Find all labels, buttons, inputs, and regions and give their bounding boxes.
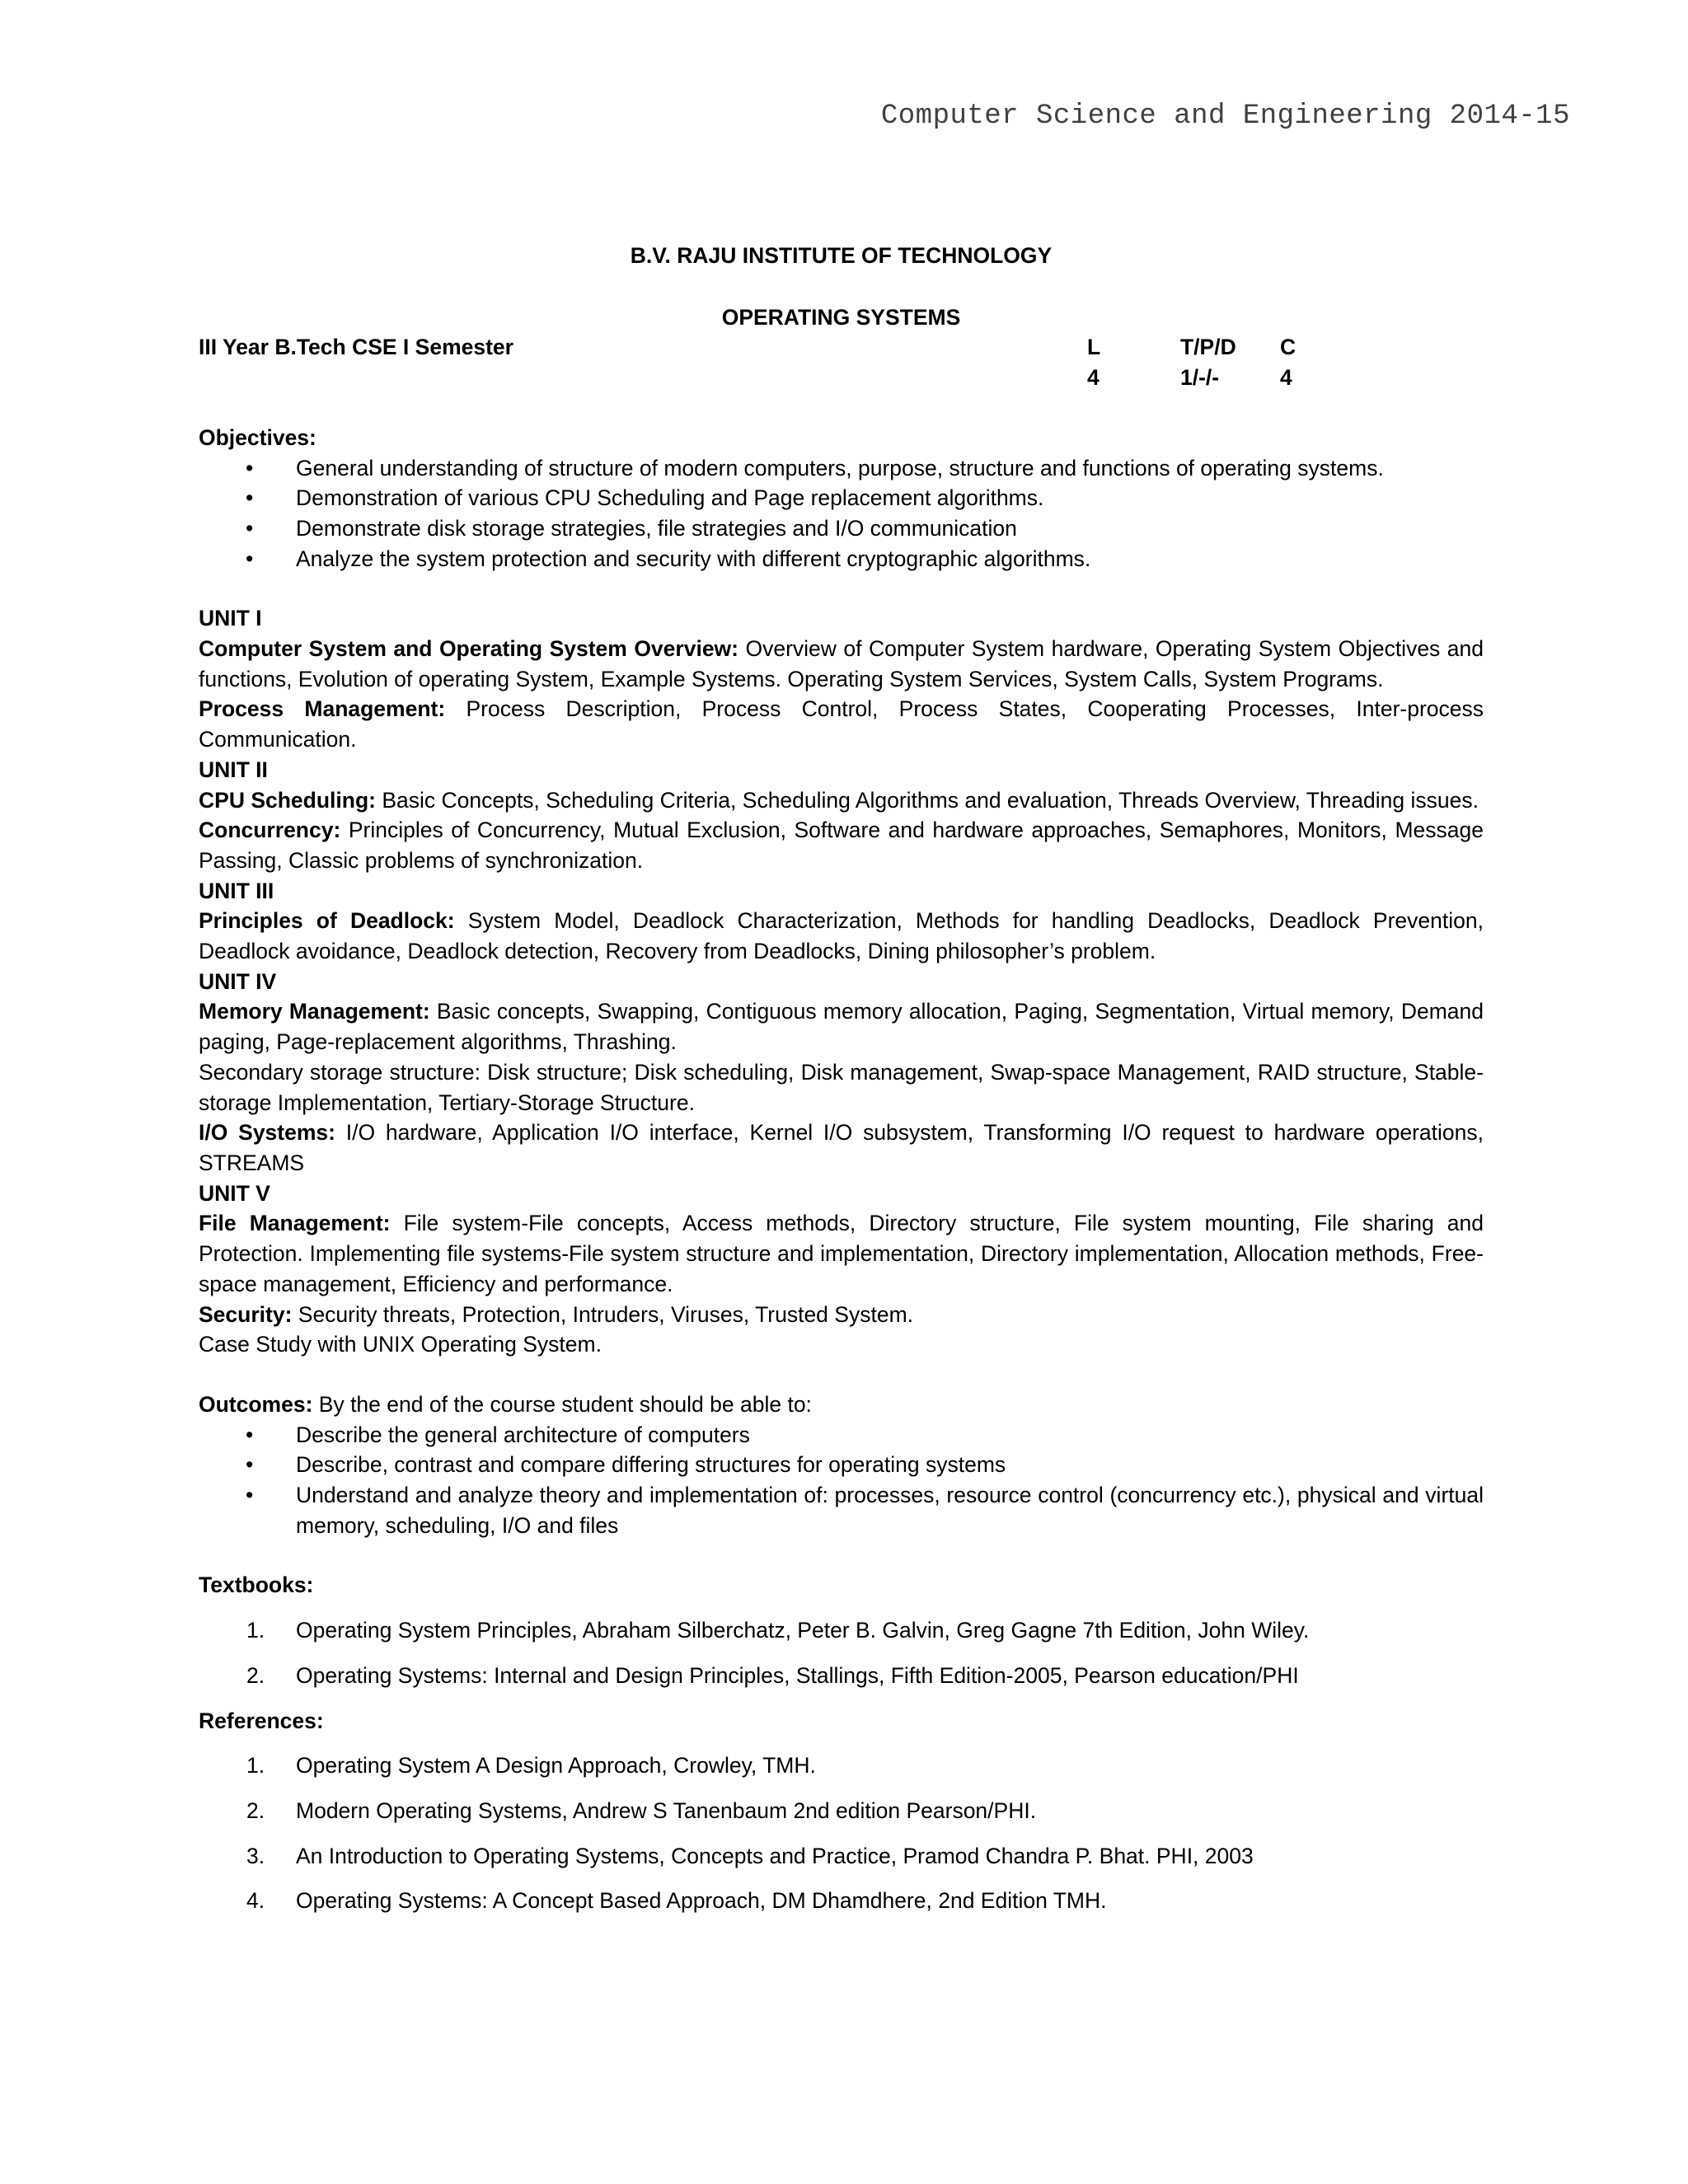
- credit-header-tpd: T/P/D: [1180, 335, 1236, 360]
- bullet-icon: •: [246, 485, 254, 511]
- unit-3-title: UNIT III: [199, 878, 274, 903]
- outcomes-list: [199, 1420, 1484, 1541]
- unit-2-paragraph-2: Concurrency: Principles of Concurrency, Mutual Exclusion, Software and hardware approaches, Semaphores, Monitors, Message Passing, Classic problems of synchronization.: [199, 818, 1484, 873]
- bullet-icon: •: [246, 1483, 254, 1508]
- unit-5-paragraph-2: Security: Security threats, Protection, Intruders, Viruses, Trusted System.: [199, 1301, 913, 1327]
- references-list: [199, 1750, 1484, 1916]
- unit-2-title: UNIT II: [199, 757, 268, 782]
- unit-3-paragraph-1: Principles of Deadlock: System Model, Deadlock Characterization, Methods for handling Deadlocks, Deadlock Prevention, Deadlock avoidance, Deadlock detection, Recovery from Deadlocks, Dining philosopher’s problem.: [199, 908, 1484, 964]
- unit-1-paragraph-2: Process Management: Process Description, Process Control, Process States, Cooperating Processes, Inter-process Communication.: [199, 696, 1484, 752]
- course-header: Computer Science and Engineering 2014-15: [880, 101, 1570, 132]
- list-item: • Analyze the system protection and security with different cryptographic algorithms.: [199, 544, 1484, 574]
- bullet-icon: •: [246, 1422, 254, 1447]
- unit-5-paragraph-1: File Management: File system-File concepts, Access methods, Directory structure, File system mounting, File sharing and Protection. Implementing file systems-File system structure and implementation, Directory implementation, Allocation methods, Free-space management, Efficiency and performance.: [199, 1211, 1484, 1296]
- credit-value-l: 4: [1087, 365, 1100, 391]
- list-item: 1. Operating System A Design Approach, Crowley, TMH.: [246, 1753, 816, 1779]
- references-heading: References:: [199, 1708, 324, 1733]
- textbooks-heading: Textbooks:: [199, 1572, 314, 1598]
- bullet-icon: •: [246, 546, 254, 571]
- outcomes-intro: Outcomes: By the end of the course student should be able to:: [199, 1391, 812, 1417]
- objectives-heading: Objectives:: [199, 424, 316, 450]
- unit-2-paragraph-1: CPU Scheduling: Basic Concepts, Scheduling Criteria, Scheduling Algorithms and evaluation, Threads Overview, Threading issues.: [199, 787, 1479, 813]
- list-item: • Demonstrate disk storage strategies, file strategies and I/O communication: [199, 513, 1484, 544]
- unit-4-paragraph-2: Secondary storage structure: Disk structure; Disk scheduling, Disk management, Swap-space Management, RAID structure, Stable-storage Implementation, Tertiary-Storage Structure.: [199, 1059, 1484, 1115]
- semester-label: III Year B.Tech CSE I Semester: [199, 335, 513, 360]
- list-item: • Describe the general architecture of computers: [199, 1420, 1484, 1451]
- list-item: • Understand and analyze theory and implementation of: processes, resource control (concurrency etc.), physical and virtual memory, scheduling, I/O and files: [199, 1480, 1484, 1540]
- textbooks-list: [199, 1615, 1484, 1690]
- list-item: 3. An Introduction to Operating Systems, Concepts and Practice, Pramod Chandra P. Bhat. PHI, 2003: [246, 1843, 1254, 1868]
- unit-4-title: UNIT IV: [199, 968, 277, 994]
- list-item: • Describe, contrast and compare differing structures for operating systems: [199, 1450, 1484, 1480]
- bullet-icon: •: [246, 1452, 254, 1478]
- institute-name: B.V. RAJU INSTITUTE OF TECHNOLOGY: [630, 243, 1053, 268]
- credits-table: [1087, 332, 1329, 392]
- document-body: [199, 241, 1484, 1916]
- list-item: 2. Modern Operating Systems, Andrew S Tanenbaum 2nd edition Pearson/PHI.: [246, 1797, 1037, 1823]
- unit-4-paragraph-3: I/O Systems: I/O hardware, Application I/O interface, Kernel I/O subsystem, Transforming I/O request to hardware operations, STREAMS: [199, 1120, 1484, 1175]
- credit-header-l: L: [1087, 335, 1101, 360]
- credit-header-c: C: [1280, 335, 1296, 360]
- list-item: 4. Operating Systems: A Concept Based Approach, DM Dhamdhere, 2nd Edition TMH.: [246, 1888, 1107, 1914]
- semester-row: [199, 332, 1484, 392]
- unit-5-paragraph-3: Case Study with UNIX Operating System.: [199, 1332, 602, 1357]
- list-item: • Demonstration of various CPU Scheduling and Page replacement algorithms.: [199, 483, 1484, 513]
- list-item: 2. Operating Systems: Internal and Design Principles, Stallings, Fifth Edition-2005, Pearson education/PHI: [246, 1662, 1299, 1688]
- subject-title: OPERATING SYSTEMS: [721, 304, 961, 330]
- bullet-icon: •: [246, 455, 254, 480]
- outcomes-heading: Outcomes:: [199, 1391, 313, 1417]
- list-item: 1. Operating System Principles, Abraham Silberchatz, Peter B. Galvin, Greg Gagne 7th Edition, John Wiley.: [246, 1618, 1310, 1643]
- unit-1-title: UNIT I: [199, 606, 262, 631]
- bullet-icon: •: [246, 515, 254, 541]
- unit-1-paragraph-1: Computer System and Operating System Overview: Overview of Computer System hardware, Operating System Objectives and functions, Evolution of operating System, Example Systems. Operating System Services, System Calls, System Programs.: [199, 636, 1484, 691]
- credit-value-tpd: 1/-/-: [1180, 365, 1220, 391]
- list-item: • General understanding of structure of modern computers, purpose, structure and functions of operating systems.: [199, 453, 1484, 484]
- unit-5-title: UNIT V: [199, 1180, 270, 1206]
- unit-4-paragraph-1: Memory Management: Basic concepts, Swapping, Contiguous memory allocation, Paging, Segmentation, Virtual memory, Demand paging, Page-replacement algorithms, Thrashing.: [199, 999, 1484, 1055]
- objectives-list: [199, 453, 1484, 574]
- credit-value-c: 4: [1280, 365, 1292, 391]
